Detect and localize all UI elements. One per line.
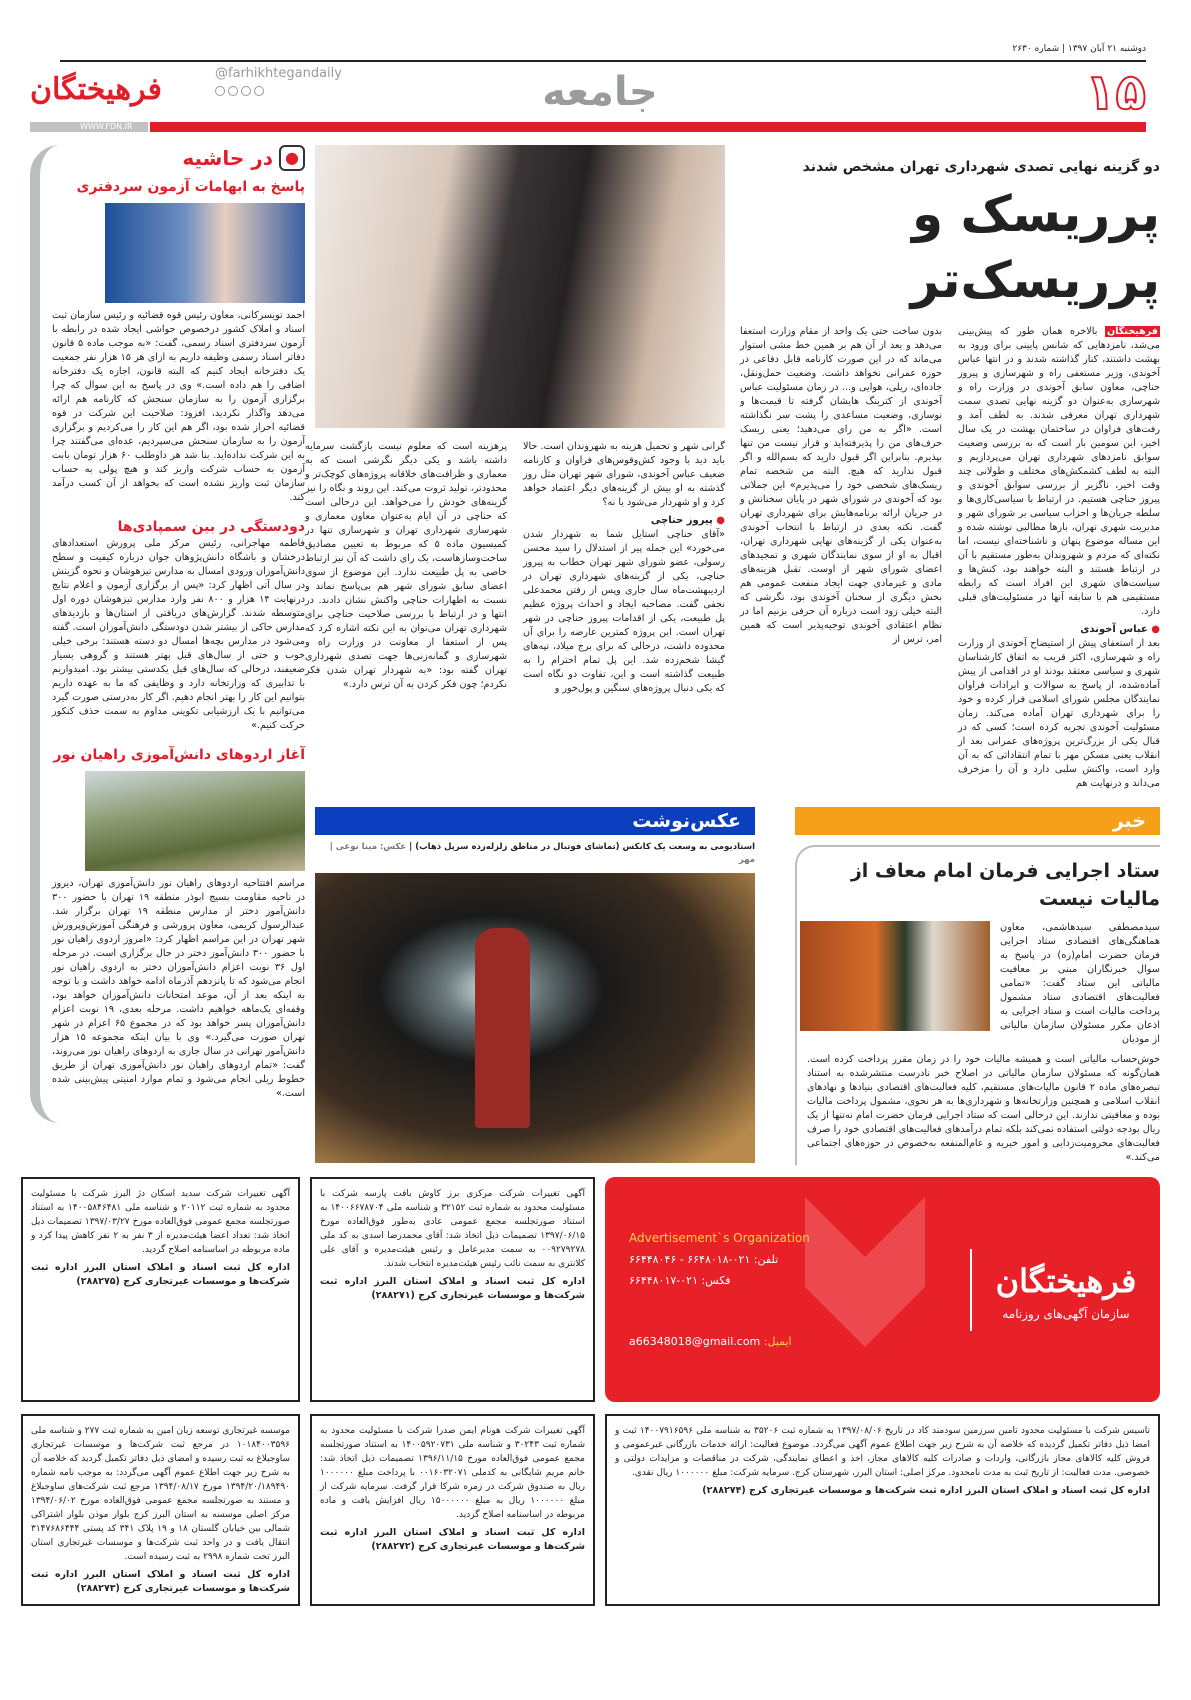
notice-footer: اداره کل ثبت اسناد و املاک استان البرز اداره ثبت شرکت‌ها و موسسات غیرتجاری کرج (۲۸۸۲۷۲) (320, 1527, 585, 1552)
ad-label: سازمان آگهی‌های روزنامه (1002, 1306, 1130, 1321)
news-photo (800, 921, 990, 1031)
official-photo (105, 203, 305, 303)
divider (60, 60, 1146, 62)
item-text: احمد تویسرکانی، معاون رئیس قوه قضائیه و رئیس سازمان ثبت اسناد و املاک کشور درخصوص حواشی ایجاد شده در رابطه با آزمون سردفتری اسناد رسمی، گفت: «به موجب ماده ۵ قانون دفاتر اسناد رسمی وظیفه داریم به ازای هر ۱۵ هزار نفر جمعیت یک دفترخانه ایجاد کنیم که البته قانون، اجازه یک دفترخانه اضافی را هم داده است.» وی در پاسخ به این سوال که چرا برگزاری آزمون را به سازمان سنجش که کارنامه هم ارائه می‌دهد واگذار نکردید، افزود: صلاحیت این شرکت در قوه قضائیه احراز شده بود، اگر هم این کار را می‌کردیم و برگزاری آزمون را به سازمان سنجش می‌سپردیم، عده‌ای می‌گفتند چرا به این شرکت نداده‌اید. بنا شد هر داوطلب ۶۰ هزار تومان بابت آزمون به حساب شرکت واریز کند و هیچ پولی به حساب سازمان ثبت واریز نشده است که بخواهد از آن کسب درآمد کند. (52, 310, 306, 503)
item-text: فاطمه مهاجرانی، رئیس مرکز ملی پرورش استعدادهای درخشان و باشگاه دانش‌پژوهان جوان درباره کیفیت و سطح دانش‌آموزان ورودی امسال به مدارس تیزهوشان و نحوه گزینش در سال آتی اظهار کرد: «پس از برگزاری آزمون و اعلام نتایج درنهایت ۱۴ هزار و ۸۰۰ نفر وارد مدارس تیزهوشان دوره اول متوسطه شدند. گزارش‌های دریافتی از استان‌ها و بازدیدهای مدارس حاکی از بیشتر شدن دودستگی دانش‌آموزان است. گفته می‌شود در مدارس بچه‌ها امسال دو دسته هستند: برخی خیلی خوب و حتی از سال‌های قبل بهتر هستند و گروهی بسیار ضعیفند، درحالی که سال‌های قبل یکدستی بیشتر بود. امیدواریم با تدابیری که وزارتخانه دارد و وظایفی که ما به عهده داریم بتوانیم این کار را بهتر انجام دهیم. اگر کار به‌درستی صورت گیرد می‌توانیم با یک ارزشیابی تکوینی مداوم به سمت حذف کنکور حرکت کنیم.» (52, 538, 306, 731)
legal-notice (605, 1414, 1160, 1606)
telegram-icon[interactable] (241, 86, 251, 96)
lead-left (305, 145, 725, 696)
email (629, 1335, 792, 1348)
ad-brand (970, 1249, 1160, 1331)
main-content (305, 145, 1160, 1165)
article-column (740, 325, 942, 647)
notice-text: آگهی تغییرات شرکت هونام ایمن صدرا شرکت با مسئولیت محدود به شماره ثبت ۳۰۲۴۳ و شناسه ملی ۱۴۰۰۵۹۲۰۷۳۱ به استناد صورتجلسه مجمع عمومی فوق‌العاده مورخ ۱۳۹۶/۱۱/۱۵ تصمیمات ذیل اتخاذ شد: خانم مریم شایگانی به کدملی ۰۰۱۶۰۳۲۰۷۱ با پرداخت مبلغ ۱۰۰۰۰۰۰ ریال به صندوق شرکت در زمره شرکا قرار گرفت. سرمایه شرکت از مبلغ ۱۰۰۰۰۰۰ ریال به مبلغ ۱۵۰۰۰۰۰۰ ریال افزایش یافت و ماده مربوطه در اساسنامه اصلاح گردید. (320, 1426, 585, 1520)
caption-text: استادیومی به وسعت یک کانکس (تماشای فوتبال در مناطق زلزله‌زده سرپل ذهاب) (415, 842, 755, 852)
issue-date: دوشنبه ۲۱ آبان ۱۳۹۷ | شماره ۲۶۳۰ (1012, 44, 1146, 54)
news-headline: ستاد اجرایی فرمان امام معاف از مالیات نیست (850, 860, 1160, 910)
sidebar-title: در حاشیه (182, 146, 273, 170)
ad-contacts (605, 1215, 970, 1364)
column-text: پرهزینه است که معلوم نیست بازگشت سرمایه داشته باشد و یکی دیگر نگرشی است که به معماری و ظرافت‌های خلاقانه پروژه‌های کوچک‌تر و محدودتر، تولید ثروت می‌کند. این روند و نگاه را نیز گزینه‌های خودش را می‌خواهد. این درحالی است که حناچی در آن ایام به‌عنوان معاون معماری و شهرسازی شهرداری تهران و شهرسازی تنها در کمیسیون ماده ۵ که مربوط به تعیین مصادیق ساخت‌وسازهاست، یک رای داشت که آن نیز ارتباط خاصی به پل طبیعت ندارد. این موضوع از سوی اعضای سابق شورای شهر هم بی‌پاسخ نماند و نسبت به اظهارات حناچی واکنش نشان دادند. در انتها و در ارتباط با بررسی صلاحیت حناچی برای شهرداری تهران می‌توان به این نکته اشاره کرد که پس از استعفا از معاونت در وزارت راه و شهرسازی و گمانه‌زنی‌ها جهت تصدی شهرداری تهران گفته بود: «به شهردار تهران شدن فکر نکردم؛ چون فکر کردن به آن ترس دارد.» (305, 441, 507, 690)
item-title: آغاز اردوهای دانش‌آموزی راهیان نور (53, 747, 305, 763)
item-title: دودستگی در بین سمپادی‌ها (117, 519, 305, 535)
header-bar (150, 122, 1146, 132)
essay-photo (315, 873, 755, 1163)
item-title: پاسخ به ابهامات آزمون سردفتری (76, 179, 305, 195)
column-text: «آقای حناچی استایل شما به شهردار شدن می‌خورد» این جمله پیر از استدلال را سید محسن رسولی، عضو شورای شهر تهران خطاب به پیروز حناچی، یکی از گزینه‌های شهرداری تهران در اردیبهشت‌ماه سال جاری وپس از رفتن محمدعلی نجفی گفت. مصاحبه ایجاد و احداث پروژه عظیم پل طبیعت، یکی از اقدامات پیروز حناچی در شهر تهران است. این پروژه کمترین عارضه را برای آن محدوده داشت، درحالی که برای برج میلاد، تپه‌های گیشا شخم‌زده شد. این پل تمام احترام را به طبیعت گذاشته است و این، تفاوت دو نگاه است که یکی دنبال پروژه‌های سنگین و پول‌خور و (523, 529, 725, 694)
social-handle[interactable]: @farhikhtegandaily (215, 66, 342, 81)
section-title: جامعه (542, 69, 658, 115)
fax: فکس: ۰۲۱-۶۶۴۴۸۰۱۷ (629, 1274, 731, 1287)
column-text: بعد از استعفای پیش از استیضاح آخوندی از وزارت راه و شهرسازی، اکثر قریب به اتفاق کارشناسان شهری و سیاسی معتقد بودند او در اقدامی از پیش آماده‌شده، از پاسخ به سوالات و ایرادات فراوان نمایندگان مجلس شورای اسلامی فرار کرده و خود را برای شهرداری تهران آماده می‌کند. زمان مسئولیت آخوندی تجربه کرده است؛ کسی که در قبال یکی از بزرگ‌ترین پروژه‌های عمرانی بعد از انقلاب یعنی مسکن مهر با تمام انتقاداتی که به آن وارد است، واکنش سلبی دارد و آن را مزخرف می‌داند و درنهایت هم (958, 638, 1160, 789)
notice-footer: اداره کل ثبت اسناد و املاک استان البرز اداره ثبت شرکت‌ها و موسسات غیرتجاری کرج (۲۸۸۲۷۱) (320, 1276, 585, 1301)
ads-row (31, 1414, 1160, 1606)
legal-notice (21, 1177, 300, 1402)
page-body (31, 145, 1160, 1165)
news-bar (795, 807, 1160, 835)
column-text: بدون ساخت حتی یک واحد از مقام وزارت استعفا می‌دهد و بعد از آن هم بر همین خط مشی استوار می‌ماند که در این صورت کارنامه قابل دفاعی در حوزه عمرانی نخواهد داشت. وضعیت حمل‌ونقل، جاده‌ای، ریلی، هوایی و... در زمان مسئولیت عباس آخوندی از کترینگ هایشان گرفته تا قیمت‌ها و نوسازی، وضعیت مساعدی را پشت سر نگذاشته است. «اگر به من رای می‌دهید؛ یعنی ریسک حرف‌های من را پذیرفته‌اید و قرار نیست من تنها بپذیرم. بنابراین اگر قبول دارید که بسم‌الله و اگر قبول ندارید که هیچ. البته من شخصه تمام ریسک‌های شخصی خود را می‌پذیرم» این جملاتی بود که آخوندی در شورای شهر در پایان سخنانش و در جریان ارائه برنامه‌هایش برای شهرداری تهران گفت. نکته بعدی در ارتباط با انتخاب آخوندی به‌عنوان یکی از گزینه‌های نهایی شهرداری تهران، اقبال به او از سوی نمایندگان شهری و تمجیدهای اعضای شورای شهر از اوست. تقبل هزینه‌های مادی و غیرمادی جهت ایجاد منفعت عمومی هم بخش دیگری از سخنان آخوندی بود، نگرشی که البته خیلی زود است درباره آن حرفی بزنیم اما در نظام اعتقادی آخوندی توجیه‌پذیر است که همین امر، ترس از (740, 326, 942, 645)
photo-credit: عکس: مینا نوعی | مهر (329, 842, 755, 865)
ad-organization-banner (605, 1177, 1160, 1402)
phone: تلفن: ۰۲۱-۶۶۴۸۰۱۸ - ۶۶۴۴۸۰۴۶ (629, 1253, 779, 1266)
lead-headline: پرریسک و پرریسک‌تر (910, 185, 1160, 309)
news-text: سیدمصطفی سیدهاشمی، معاون هماهنگی‌های اقتصادی ستاد اجرایی فرمان حضرت امام(ره) در پاسخ به سوال خبرنگاران مبنی بر معافیت مالیاتی این ستاد گفت: «تمامی فعالیت‌های اقتصادی ستاد مشمول پرداخت مالیات است و ستاد اجرایی به اذعان مکرر مسئولان سازمان مالیاتی از مودیان (1000, 922, 1160, 1045)
lead-article (305, 145, 1160, 791)
notice-text: موسسه غیرتجاری توسعه زبان امین به شماره ثبت ۲۷۷ و شناسه ملی ۱۰۱۸۴۰۰۳۵۹۶ در مرجع ثبت شرکت‌ها و موسسات غیرتجاری ساوجبلاغ به ثبت رسیده و امضای ذیل دفاتر تکمیل گردید که خلاصه آن به شرح زیر جهت اطلاع عموم آگهی می‌گردد: به موجب نامه شماره ۱۳۹۴/۲۰/۱۸۹۴۹۰ مورخ ۱۳۹۴/۰۸/۱۷ مرجع ثبت شرکت‌های ساوجبلاغ و مستند به صورتجلسه مجمع عمومی فوق‌العاده مورخ ۱۳۹۴/۰۶/۰۲ مرکز اصلی موسسه به استان البرز کرج بلوار موذن بلوار اشتراکی شمالی بین خیابان گلستان ۱۸ و ۱۹ پلاک ۳۴۱ کد پستی ۳۱۴۷۶۸۶۴۴۴ انتقال یافت و در واحد ثبت شرکت‌ها و موسسات غیرتجاری استان البرز تحت شماره ۲۹۹۸ به ثبت رسیده است. (31, 1426, 291, 1562)
email-label: ایمیل: (763, 1335, 792, 1348)
kicker: دو گزینه نهایی تصدی شهرداری تهران مشخص شدند (802, 159, 1160, 175)
article-column (523, 440, 725, 696)
photo-figure (475, 928, 530, 1128)
lower-section (315, 807, 1160, 1165)
notice-footer: اداره کل ثبت اسناد و املاک استان البرز اداره ثبت شرکت‌ها و موسسات غیرتجاری کرج (۲۸۸۲۷۴) (702, 1485, 1150, 1496)
legal-notice (310, 1177, 595, 1402)
camp-photo (85, 771, 305, 871)
legal-notice (310, 1414, 595, 1606)
section-icon: ● (279, 145, 305, 171)
instagram-icon[interactable] (215, 86, 225, 96)
news-frame (795, 845, 1160, 1165)
article-column (958, 325, 1160, 791)
org-name: Advertisement`s Organization (629, 1231, 810, 1245)
legal-notice (21, 1414, 300, 1606)
news-text: خوش‌حساب مالیاتی است و همیشه مالیات خود را در زمان مقرر پرداخت کرده است. همان‌گونه که مسئولان سازمان مالیاتی در اصلاح خبر نادرست منتشرشده به استناد تبصره‌های ماده ۲ قانون مالیات‌های مستقیم، کلیه فعالیت‌های اقتصادی بنیادها و نهادهای انقلاب اسلامی و همچنین وزارتخانه‌ها و شهرداری‌ها به هر نحوی، مشمول پرداخت مالیات بوده و معافیتی ندارند. این درحالی است که ستاد اجرایی فرمان حضرت امام نه‌تنها از یک ریال بودجه دولتی استفاده نمی‌کند بلکه تمام درآمدهای فعالیت‌های اقتصادی خود را صرف فعالیت‌های محرومیت‌زدایی و امور خیریه و عام‌المنفعه به‌خصوص در حوزه‌های اجتماعی می‌کند.» (807, 1054, 1160, 1163)
newspaper-logo: فرهیختگان (30, 72, 162, 107)
sidebar-item (52, 745, 305, 1101)
column-text: بالاخره همان طور که پیش‌بینی می‌شد، نامزدهایی که شانس پایینی برای ورود به بهشت داشتند، کنار گذاشته شدند و در انتها عباس آخوندی، وزیر مستعفی راه و شهرسازی و پیروز حناچی، معاون سابق آخوندی در وزارت راه و شهرسازی به‌عنوان دو گزینه نهایی تصدی سمت شهرداری تهران معرفی شدند. به لطف آمد و رفت‌های فراوان در ساختمان بهشت در یک سال اخیر، این سومین بار است که به بررسی وضعیت سوابق نامزدهای شهرداری تهران می‌پردازیم و البته به لطف کشمکش‌های مختلف و طولانی چند وقت اخیر، ناگزیر از بررسی سوابق آخوندی و پیروز حناچی هستیم. در ارتباط با سیاسی‌کاری‌ها و سلطه جریان‌ها و احزاب سیاسی بر شورای شهر و مدیریت شهری تهران، بارها مطالبی نوشته شده و این مساله موضوع پنهان و ناشناخته‌ای نیست، اما نکته‌ای که مردم و شهروندان به‌طور مستقیم با آن در ارتباط هستند و البته خواهند بود، کنش‌ها و سیاست‌های شهری این افراد است که رابطه مستقیمی هم با سابقه آنها در مسئولیت‌های قبلی دارد. (958, 326, 1160, 617)
lead-right (740, 145, 1160, 791)
article-column (305, 440, 507, 692)
website-url[interactable]: WWW.FDN.IR (30, 122, 148, 132)
social-icons (215, 86, 264, 96)
column-text: گرانی شهر و تحمیل هزینه به شهروندان است. حالا باید دید با وجود کش‌وقوس‌های فراوان و کارنامه ضعیف عباس آخوندی، شورای شهر تهران مثل روز گذشته به او بیش از گزینه‌های دیگر اعتماد خواهد کرد و او شهردار می‌شود یا نه؟ (523, 441, 725, 508)
sidebar-in-margin (30, 145, 305, 1123)
eitaa-icon[interactable] (254, 86, 264, 96)
sidebar-item (52, 177, 305, 505)
soroush-icon[interactable] (228, 86, 238, 96)
bar-label: عکس‌نوشت (632, 810, 741, 832)
ads-row (31, 1177, 1160, 1402)
photo-essay-block (315, 807, 755, 1163)
news-block (795, 807, 1160, 1165)
byline: فرهیختگان (1106, 326, 1158, 337)
email-address[interactable]: a66348018@gmail.com (629, 1335, 761, 1348)
subheading: ● عباس آخوندی (958, 623, 1160, 637)
sidebar-item (52, 517, 305, 733)
bar-label: خبر (1112, 810, 1146, 832)
item-text: مراسم افتتاحیه اردوهای راهیان نور دانش‌آموزی تهران، دیروز در ناحیه مقاومت بسیج ابوذر منطقه ۱۹ تهران با حضور ۳۰۰ دانش‌آموز دختر از مدارس منطقه ۱۹ تهران برگزار شد. عبدالرسول کریمی، معاون پرورشی و فرهنگی آموزش‌وپرورش شهر تهران در این مراسم اظهار کرد: «امروز اردوی راهیان نور با حضور ۳۰۰ دانش‌آموز دختر در حال برگزاری است. در مرحله اول ۳۶ نوبت اعزام دانش‌آموزان دختر به اردوی راهیان نور انجام می‌شود که تا پانزدهم آذرماه ادامه خواهد داشت و با توجه به اینکه بعد از آن، موعد امتحانات دانش‌آموزان خواهد بود، وقفه‌ای یک‌ماهه خواهیم داشت. مرحله بعدی، ۱۹ نوبت اعزام دانش‌آموزان پسر خواهد بود که در مجموع ۶۵ اعزام در شهر تهران صورت می‌گیرد.» وی با بیان اینکه مجموعه ۱۵ هزار دانش‌آموز تهرانی در سال جاری به اردوهای راهیان نور می‌روند، گفت: «تمام اردوهای راهیان نور دانش‌آموزی تهران از طریق خطوط ریلی انجام می‌شود و تمام موارد امنیتی پیش‌بینی شده است.» (52, 878, 306, 1099)
notice-text: آگهی تغییرات شرکت مرکزی برز کاوش بافت پارسه شرکت با مسئولیت محدود به شماره ثبت ۳۲۱۵۲ و شناسه ملی ۱۴۰۰۶۶۷۸۷۰۴ به استناد صورتجلسه مجمع عمومی عادی به‌طور فوق‌العاده مورخ ۱۳۹۷/۰۶/۱۵ تصمیمات ذیل اتخاذ شد: آقای محمدرضا اسدی به کد ملی ۰۰۹۲۷۹۲۷۸ به سمت مدیرعامل و رئیس هیئت‌مدیره و آقای علی کلانتری به سمت نائب رئیس هیئت‌مدیره انتخاب شدند. (320, 1189, 585, 1269)
page-number: ۱۵ (1084, 63, 1146, 121)
sidebar-header (52, 145, 305, 171)
photo-essay-bar (315, 807, 755, 835)
notice-text: تاسیس شرکت با مسئولیت محدود تامین سرزمین سودمند کاد در تاریخ ۱۳۹۷/۰۸/۰۶ به شماره ثبت ۳۵۲۰۶ به شناسه ملی ۱۴۰۰۷۹۱۶۵۹۶ ثبت و امضا ذیل دفاتر تکمیل گردیده که خلاصه آن به شرح زیر جهت اطلاع عموم آگهی می‌گردد. موضوع فعالیت: ارائه خدمات بازرگانی غیرعمومی و فروش کلیه کالاهای مجاز بازرگانی، واردات و صادرات کلیه کالاهای مجاز، اخذ و اعطای نمایندگی، شرکت در مناقصات و مزایدات دولتی و خصوصی. مدت فعالیت: از تاریخ ثبت به مدت نامحدود. مرکز اصلی: استان البرز، شهرستان کرج. سرمایه شرکت: مبلغ ۱۰۰۰۰۰۰ ریال نقدی. (615, 1426, 1150, 1478)
lead-photo (315, 145, 725, 428)
notice-text: آگهی تغییرات شرکت سدید اسکان دژ البرز شرکت با مسئولیت محدود به شماره ثبت ۲۰۱۱۲ و شناسه ملی ۱۴۰۰۵۸۴۶۴۸۱ به استناد صورتجلسه مجمع عمومی فوق‌العاده مورخ ۱۳۹۷/۰۳/۲۷ تصمیمات ذیل اتخاذ شد: تعداد اعضا هیئت‌مدیره از ۳ نفر به ۲ نفر کاهش پیدا کرد و ماده مربوطه در اساسنامه اصلاح گردید. (31, 1189, 291, 1255)
photo-caption: استادیومی به وسعت یک کانکس (تماشای فوتبال در مناطق زلزله‌زده سرپل ذهاب) | عکس: مینا نوعی | مهر (329, 842, 755, 865)
ad-logo: فرهیختگان (995, 1261, 1137, 1300)
notice-footer: اداره کل ثبت اسناد و املاک استان البرز اداره ثبت شرکت‌ها و موسسات غیرتجاری کرج (۲۸۸۲۷۳) (31, 1569, 290, 1594)
subheading: ● پیروز حناچی (523, 514, 725, 528)
notice-footer: اداره کل ثبت اسناد و املاک استان البرز اداره ثبت شرکت‌ها و موسسات غیرتجاری کرج (۲۸۸۲۷۵) (31, 1262, 290, 1287)
